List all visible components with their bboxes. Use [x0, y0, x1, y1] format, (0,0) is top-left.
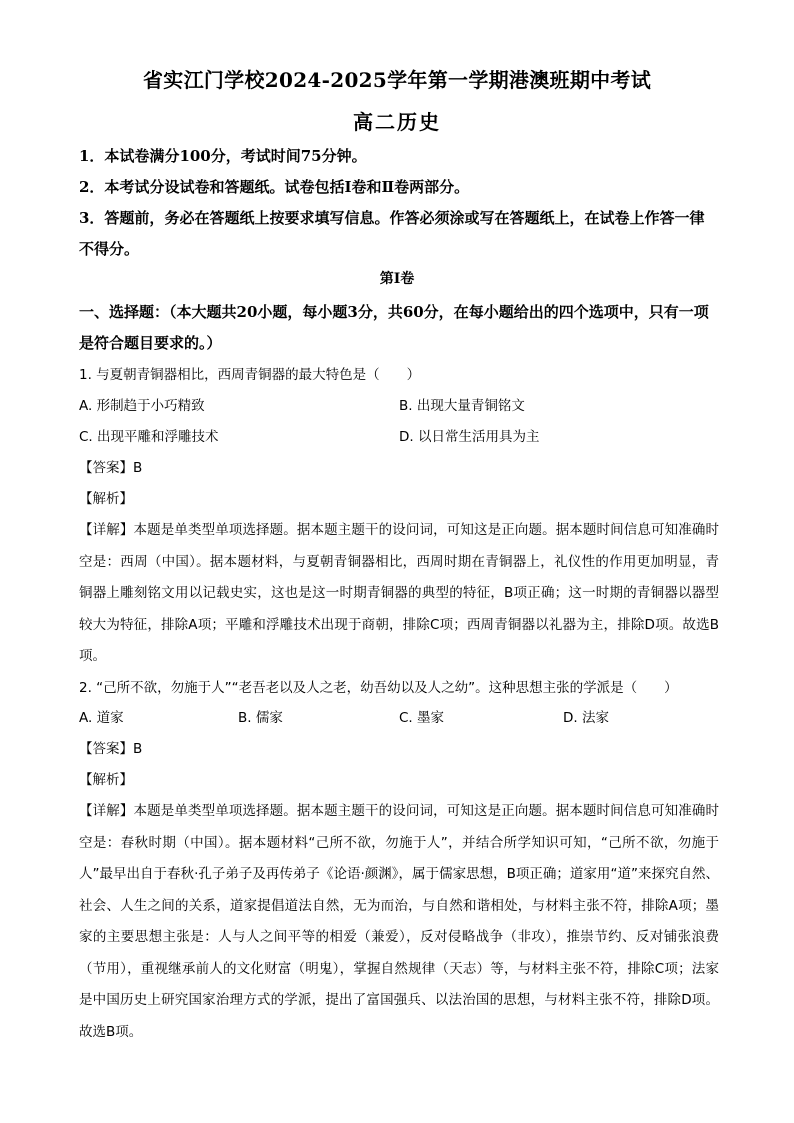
detail-label: 【详解】: [79, 522, 134, 538]
question-1-analysis-label: 【解析】: [79, 491, 133, 507]
question-2-option-b: B. 儒家: [238, 710, 283, 726]
answer-value: B: [133, 741, 143, 757]
detail-text: 本题是单类型单项选择题。据本题主题干的设问词，可知这是正向题。据本题时间信息可知准确时空是：西周（中国）。据本题材料，与夏朝青铜器相比，西周时期在青铜器上，礼仪性的作用更加明显，青铜器上雕刻铭文用以记载史实，这也是这一时期青铜器的典型的特征，B项正确；这一时期的青铜器以器型较大为特征，排除A项；平雕和浮雕技术出现于商朝，排除C项；西周青铜器以礼器为主，排除D项。故选B项。: [79, 522, 720, 664]
exam-title: 省实江门学校2024-2025学年第一学期港澳班期中考试: [142, 68, 652, 92]
notice-2: 2．本考试分设试卷和答题纸。试卷包括Ⅰ卷和Ⅱ卷两部分。: [79, 178, 470, 196]
notice-3: 3．答题前，务必在答题纸上按要求填写信息。作答必须涂或写在答题纸上，在试卷上作答一律不得分。: [79, 209, 705, 258]
question-1-detail: [79, 515, 719, 673]
question-1-option-b: B. 出现大量青铜铭文: [399, 398, 525, 414]
section-title: 一、选择题：（本大题共20小题，每小题3分，共60分，在每小题给出的四个选项中，只有一项是符合题目要求的。）: [79, 303, 709, 352]
exam-subtitle: 高二历史: [353, 110, 441, 134]
question-2-option-c: C. 墨家: [399, 710, 445, 726]
answer-label: 【答案】: [79, 460, 133, 476]
question-2-stem: 2. “己所不欲，勿施于人”“老吾老以及人之老，幼吾幼以及人之幼”。这种思想主张的学派是（ ）: [79, 680, 678, 696]
answer-value: B: [133, 460, 143, 476]
question-1-answer: [79, 458, 142, 478]
question-2-answer: [79, 739, 142, 759]
volume-title: 第Ⅰ卷: [379, 271, 415, 287]
question-2-option-a: A. 道家: [79, 710, 124, 726]
question-1-option-c: C. 出现平雕和浮雕技术: [79, 429, 219, 445]
question-1-stem: 1. 与夏朝青铜器相比，西周青铜器的最大特色是（ ）: [79, 367, 421, 383]
answer-label: 【答案】: [79, 741, 133, 757]
notice-1: 1．本试卷满分100分，考试时间75分钟。: [79, 147, 367, 165]
question-2-detail: [79, 796, 719, 1048]
detail-label: 【详解】: [79, 803, 134, 819]
question-2-analysis-label: 【解析】: [79, 772, 133, 788]
detail-text: 本题是单类型单项选择题。据本题主题干的设问词，可知这是正向题。据本题时间信息可知准确时空是：春秋时期（中国）。据本题材料“己所不欲，勿施于人”，并结合所学知识可知，“己所不欲，勿施于人”最早出自于春秋·孔子弟子及再传弟子《论语·颜渊》，属于儒家思想，B项正确；道家用“道”来探究自然、社会、人生之间的关系，道家提倡道法自然，无为而治，与自然和谐相处，与材料主张不符，排除A项；墨家的主要思想主张是：人与人之间平等的相爱（兼爱），反对侵略战争（非攻），推崇节约、反对铺张浪费（节用），重视继承前人的文化财富（明鬼），掌握自然规律（天志）等，与材料主张不符，排除C项；法家是中国历史上研究国家治理方式的学派，提出了富国强兵、以法治国的思想，与材料主张不符，排除D项。故选B项。: [79, 803, 720, 1040]
question-1-option-d: D. 以日常生活用具为主: [399, 429, 540, 445]
question-2-option-d: D. 法家: [563, 710, 609, 726]
question-1-option-a: A. 形制趋于小巧精致: [79, 398, 205, 414]
